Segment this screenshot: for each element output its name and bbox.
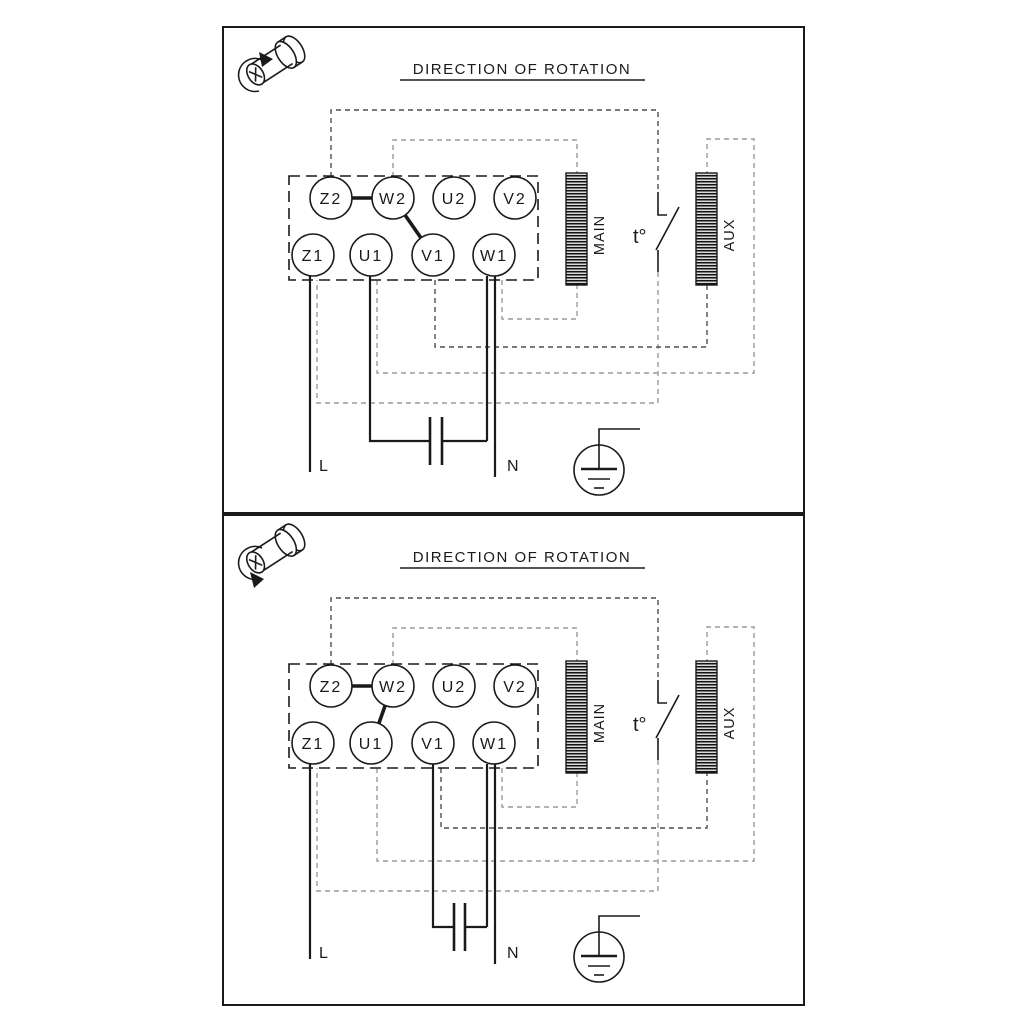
aux-winding-coil [696,661,717,773]
terminal-u2-label: U2 [441,679,467,696]
aux-winding-label: AUX [722,218,738,252]
neutral-label: N [507,945,519,962]
thermal-switch-blade [656,207,679,250]
rotation-arrow-head [250,572,264,588]
panel-title: DIRECTION OF ROTATION [412,61,632,78]
terminal-z1-label: Z1 [301,736,325,753]
wire-u1-capacitor [370,276,430,441]
terminal-w1-label: W1 [480,248,508,265]
terminal-block [289,664,538,768]
wire-z2-thermal [331,110,658,192]
wire-capacitor-w1 [465,764,487,927]
panel-title: DIRECTION OF ROTATION [412,549,632,566]
thermal-switch [633,680,679,760]
panel-direction-1 [222,26,805,514]
thermal-switch-top-contact [658,192,667,215]
ground-icon [574,916,640,982]
thermal-switch-label: t° [633,714,647,736]
terminal-u2-label: U2 [441,191,467,208]
main-winding-label: MAIN [592,214,608,256]
terminal-v2-label: V2 [503,679,527,696]
terminal-z1-label: Z1 [301,248,325,265]
wire-v1-capacitor [433,764,454,927]
thermal-switch [633,192,679,272]
thermal-switch-blade [656,695,679,738]
link-w2-u1 [379,706,385,723]
winding-main [566,173,608,285]
main-winding-coil [566,173,587,285]
terminal-w2-label: W2 [379,679,407,696]
capacitor [454,903,465,951]
ground-stem [599,916,640,956]
supply-wiring [310,276,495,477]
rotation-icon [239,520,310,588]
ground-icon [574,429,640,495]
terminal-u1-label: U1 [358,248,384,265]
terminal-v1-label: V1 [421,736,445,753]
thermal-switch-top-contact [658,680,667,703]
line-label: L [319,458,328,475]
wire-main-bottom [502,768,577,807]
wiring-diagram-1 [224,28,803,512]
terminal-v1-label: V1 [421,248,445,265]
link-w2-v1 [405,215,421,238]
wire-w2-main-top [393,628,577,665]
aux-winding-coil [696,173,717,285]
wiring-diagram-2 [224,516,803,1004]
terminal-u1-label: U1 [358,736,384,753]
ground-stem [599,429,640,469]
panel-direction-2 [222,514,805,1006]
line-label: L [319,945,328,962]
winding-aux [696,173,738,285]
wire-z2-thermal [331,598,658,680]
main-winding-label: MAIN [592,702,608,744]
aux-winding-label: AUX [722,706,738,740]
winding-aux [696,661,738,773]
terminal-w1-label: W1 [480,736,508,753]
winding-main [566,661,608,773]
terminal-v2-label: V2 [503,191,527,208]
neutral-label: N [507,458,519,475]
main-winding-coil [566,661,587,773]
wire-v1-aux-bottom [441,768,707,828]
terminal-z2-label: Z2 [319,191,343,208]
wire-capacitor-w1 [442,276,487,441]
terminal-w2-label: W2 [379,191,407,208]
rotation-icon [239,32,310,91]
terminal-z2-label: Z2 [319,679,343,696]
wire-main-bottom [502,280,577,319]
thermal-switch-label: t° [633,226,647,248]
supply-wiring [310,764,495,964]
terminal-block [289,176,538,280]
capacitor [430,417,442,465]
wire-w2-main-top [393,140,577,177]
wire-v1-aux-bottom [435,280,707,347]
